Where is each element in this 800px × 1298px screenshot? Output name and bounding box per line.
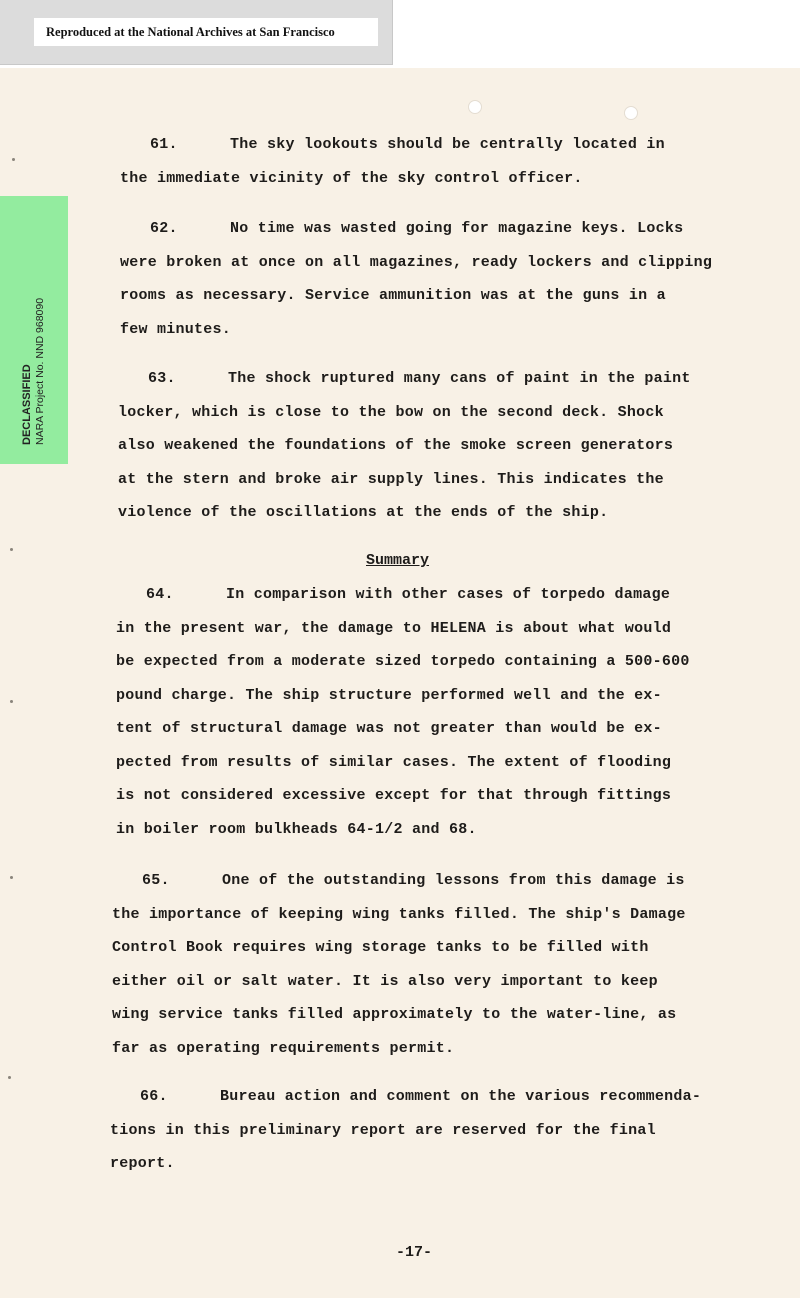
paragraph-line: tent of structural damage was not greater than would be ex- <box>116 720 662 737</box>
paragraph-line: the importance of keeping wing tanks filled. The ship's Damage <box>112 905 686 923</box>
paragraph-line: report. <box>110 1155 175 1172</box>
paragraph-line: wing service tanks filled approximately to the water-line, as <box>112 1006 677 1023</box>
paragraph-62 <box>120 212 712 346</box>
paragraph-line: violence of the oscillations at the ends of the ship. <box>118 504 609 521</box>
punch-hole <box>468 100 482 114</box>
margin-mark <box>10 700 13 703</box>
archive-label-text: Reproduced at the National Archives at San Francisco <box>34 18 378 46</box>
paragraph-line: No time was wasted going for magazine keys. Locks <box>230 220 684 237</box>
paragraph-line: tions in this preliminary report are reserved for the final <box>110 1121 656 1139</box>
paragraph-number: 63. <box>148 370 176 387</box>
paragraph-line: at the stern and broke air supply lines. This indicates the <box>118 470 664 488</box>
paragraph-line: in boiler room bulkheads 64-1/2 and 68. <box>116 820 477 838</box>
page-number: -17- <box>396 1244 433 1261</box>
paragraph-line: be expected from a moderate sized torpedo containing a 500-600 <box>116 653 690 670</box>
paragraph-line: also weakened the foundations of the smoke screen generators <box>118 437 674 454</box>
paragraph-line: One of the outstanding lessons from this damage is <box>222 872 685 889</box>
paragraph-line: locker, which is close to the bow on the second deck. Shock <box>118 403 664 421</box>
paragraph-61 <box>120 128 665 195</box>
paragraph-line: The sky lookouts should be centrally located in <box>230 136 665 153</box>
paragraph-number: 65. <box>142 872 170 889</box>
margin-mark <box>10 548 13 551</box>
paragraph-line: were broken at once on all magazines, ready lockers and clipping <box>120 253 713 271</box>
paragraph-line: pected from results of similar cases. The extent of flooding <box>116 753 672 771</box>
margin-mark <box>12 158 15 161</box>
paragraph-65 <box>112 864 686 1065</box>
paragraph-line: in the present war, the damage to HELENA is about what would <box>116 619 672 637</box>
archive-label <box>0 0 393 65</box>
paragraph-line: far as operating requirements permit. <box>112 1039 455 1057</box>
paragraph-line: In comparison with other cases of torpedo damage <box>226 586 671 603</box>
paragraph-line: Bureau action and comment on the various recommenda- <box>220 1088 702 1105</box>
paragraph-line: the immediate vicinity of the sky control officer. <box>120 169 583 187</box>
paragraph-line: is not considered excessive except for that through fittings <box>116 787 672 804</box>
paragraph-number: 64. <box>146 586 174 603</box>
paragraph-66 <box>110 1080 701 1181</box>
summary-heading: Summary <box>366 552 430 569</box>
margin-mark <box>10 876 13 879</box>
paragraph-line: pound charge. The ship structure performed well and the ex- <box>116 686 662 704</box>
paragraph-line: The shock ruptured many cans of paint in the paint <box>228 370 691 387</box>
paragraph-line: either oil or salt water. It is also very important to keep <box>112 972 658 990</box>
paragraph-line: few minutes. <box>120 320 232 338</box>
paragraph-number: 62. <box>150 220 178 237</box>
paragraph-number: 61. <box>150 136 178 153</box>
declassified-stamp <box>0 196 68 464</box>
paragraph-63 <box>118 362 691 530</box>
paragraph-line: rooms as necessary. Service ammunition was at the guns in a <box>120 287 666 304</box>
punch-hole <box>624 106 638 120</box>
stamp-line-1: DECLASSIFIED <box>21 364 33 445</box>
paragraph-number: 66. <box>140 1088 168 1105</box>
stamp-line-2: NARA Project No. NND 968090 <box>34 297 46 445</box>
paragraph-64 <box>116 578 690 846</box>
margin-mark <box>8 1076 11 1079</box>
paragraph-line: Control Book requires wing storage tanks to be filled with <box>112 939 649 956</box>
